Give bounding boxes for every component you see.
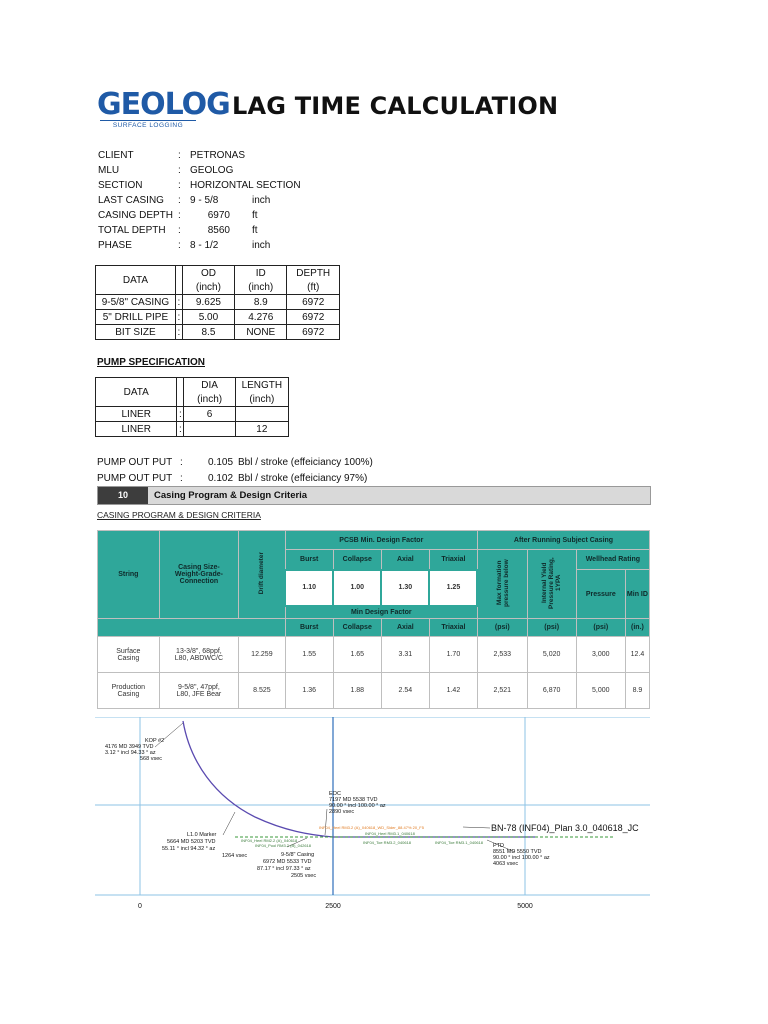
- info-colon: :: [178, 180, 181, 191]
- pump-output-desc: Bbl / stroke (effeiciancy 100%): [238, 457, 373, 468]
- min-design-factor-label: Min Design Factor: [285, 606, 477, 619]
- dims-header-spacer: [175, 266, 182, 295]
- l10-line: 1264 vsec: [222, 853, 248, 859]
- pump-output-colon: :: [180, 457, 183, 468]
- pump-cell-length: 12: [235, 422, 288, 437]
- eoc-line: 90.00 ° incl 100.00 ° az: [329, 803, 386, 809]
- target-label: INF04_Toe RM3.1_040618: [435, 840, 484, 845]
- unit-in: (in.): [625, 619, 649, 637]
- page-title: LAG TIME CALCULATION: [232, 92, 559, 120]
- logo-subtitle: SURFACE LOGGING: [100, 120, 196, 129]
- info-list: [98, 148, 301, 253]
- casing-line: 9-5/8" Casing: [281, 852, 315, 858]
- iyp-label: Internal Yield Pressure Rating, 1YPA: [541, 557, 563, 609]
- section-number: 10: [98, 487, 148, 504]
- unit-collapse: Collapse: [333, 619, 381, 637]
- dims-cell-name: 5" DRILL PIPE: [96, 310, 176, 325]
- info-value: 8560: [207, 225, 230, 236]
- logo-word: GEOLOG: [97, 87, 230, 122]
- dims-cell-colon: :: [175, 310, 182, 325]
- info-value: 9 - 5/8: [190, 195, 219, 206]
- casing-header-triaxial: Triaxial: [429, 550, 477, 570]
- table-row: [96, 325, 340, 340]
- unit-axial: Axial: [381, 619, 429, 637]
- dims-header-od: OD: [182, 266, 234, 281]
- info-key: MLU: [98, 165, 120, 176]
- dims-header-id-unit: (inch): [235, 280, 287, 295]
- cell-string: Production Casing: [98, 673, 160, 709]
- pump-output-label: PUMP OUT PUT: [97, 473, 173, 484]
- cell-burst: 1.36: [285, 673, 333, 709]
- well-name: BN-78 (INF04)_Plan 3.0_040618_JC: [491, 823, 639, 833]
- pump-cell-name: LINER: [96, 422, 177, 437]
- pump-cell-colon: :: [177, 407, 184, 422]
- casing-header-pcsb: PCSB Min. Design Factor: [285, 531, 477, 550]
- maxform-label: Max formation pressure below: [495, 559, 510, 607]
- dims-cell-od: 5.00: [182, 310, 234, 325]
- pump-output-row: [97, 455, 373, 471]
- dims-cell-name: 9-5/8" CASING: [96, 295, 176, 310]
- info-value: HORIZONTAL SECTION: [190, 180, 301, 191]
- pump-output-label: PUMP OUT PUT: [97, 457, 173, 468]
- kop-line: 4176 MD 3949 TVD: [105, 744, 154, 750]
- info-unit: ft: [252, 210, 258, 221]
- pump-output-row: [97, 471, 373, 487]
- unit-triaxial: Triaxial: [429, 619, 477, 637]
- info-colon: :: [178, 210, 181, 221]
- dims-header-od-unit: (inch): [182, 280, 234, 295]
- casing-line: 87.17 ° incl 97.33 ° az: [257, 866, 311, 872]
- info-row: [98, 208, 301, 223]
- info-key: CASING DEPTH: [98, 210, 174, 221]
- dims-cell-id: 4.276: [235, 310, 287, 325]
- drift-label: Drift diameter: [258, 552, 266, 595]
- casing-line: 2505 vsec: [291, 873, 317, 879]
- l10-line: 5664 MD 5203 TVD: [167, 839, 216, 845]
- info-row: [98, 163, 301, 178]
- info-value: 6970: [207, 210, 230, 221]
- pump-spec-title: PUMP SPECIFICATION: [97, 357, 205, 368]
- cell-maxform: 2,521: [477, 673, 527, 709]
- l10-line: 55.11 ° incl 94.32 ° az: [162, 846, 216, 852]
- pump-output-list: [97, 455, 373, 487]
- casing-header-drift: [239, 531, 286, 619]
- casing-header-size: Casing Size- Weight-Grade- Connection: [159, 531, 238, 619]
- info-value: PETRONAS: [190, 150, 246, 161]
- plot-background: [95, 717, 650, 913]
- pump-header-spacer: [177, 378, 184, 407]
- unit-burst: Burst: [285, 619, 333, 637]
- info-colon: :: [178, 240, 181, 251]
- eoc-line: 7197 MD 5538 TVD: [329, 797, 378, 803]
- ptd-line: 4063 vsec: [493, 861, 519, 867]
- info-unit: inch: [252, 195, 271, 206]
- info-row: [98, 193, 301, 208]
- dims-cell-name: BIT SIZE: [96, 325, 176, 340]
- info-unit: ft: [252, 225, 258, 236]
- pump-header-dia-unit: (inch): [184, 392, 235, 407]
- target-label: INF04_Toe RM3.2_040618: [363, 840, 412, 845]
- ptd-line: PTD: [493, 843, 504, 849]
- factor-burst: 1.10: [285, 570, 333, 606]
- casing-subtitle: CASING PROGRAM & DESIGN CRITERIA: [97, 510, 261, 520]
- casing-header-minid: Min ID: [625, 570, 649, 619]
- dims-cell-od: 9.625: [182, 295, 234, 310]
- cell-drift: 8.525: [239, 673, 286, 709]
- kop-line: 3.12 ° incl 94.33 ° az: [105, 750, 156, 756]
- dims-cell-depth: 6972: [287, 295, 340, 310]
- kop-line: KOP #2: [145, 738, 165, 744]
- cell-size: 13-3/8", 68ppf, L80, ABDWC/C: [159, 637, 238, 673]
- cell-burst: 1.55: [285, 637, 333, 673]
- info-key: TOTAL DEPTH: [98, 225, 166, 236]
- pump-cell-dia: 6: [184, 407, 235, 422]
- info-value: 8 - 1/2: [190, 240, 219, 251]
- pump-cell-colon: :: [177, 422, 184, 437]
- dims-cell-depth: 6972: [287, 325, 340, 340]
- casing-header-axial: Axial: [381, 550, 429, 570]
- cell-string: Surface Casing: [98, 637, 160, 673]
- pump-output-value: 0.102: [208, 473, 234, 484]
- cell-pressure: 5,000: [576, 673, 625, 709]
- dims-header-depth: DEPTH: [287, 266, 340, 281]
- factor-axial: 1.30: [381, 570, 429, 606]
- table-row: [96, 422, 289, 437]
- unit-psi-pressure: (psi): [576, 619, 625, 637]
- pump-cell-name: LINER: [96, 407, 177, 422]
- kop-line: 568 vsec: [140, 756, 163, 762]
- info-colon: :: [178, 225, 181, 236]
- dims-cell-id: 8.9: [235, 295, 287, 310]
- table-row: [96, 407, 289, 422]
- units-spacer: [98, 619, 286, 637]
- dims-header-data: DATA: [96, 266, 176, 295]
- eoc-line: EOC: [329, 791, 341, 797]
- cell-drift: 12.259: [239, 637, 286, 673]
- cell-maxform: 2,533: [477, 637, 527, 673]
- casing-line: 6972 MD 5533 TVD: [263, 859, 312, 865]
- unit-psi-maxform: (psi): [477, 619, 527, 637]
- cell-triaxial: 1.42: [429, 673, 477, 709]
- dims-header-depth-unit: (ft): [287, 280, 340, 295]
- info-colon: :: [178, 165, 181, 176]
- cell-size: 9-5/8", 47ppf, L80, JFE Bear: [159, 673, 238, 709]
- info-key: SECTION: [98, 180, 143, 191]
- info-key: PHASE: [98, 240, 132, 251]
- dims-cell-depth: 6972: [287, 310, 340, 325]
- info-colon: :: [178, 195, 181, 206]
- section-title: Casing Program & Design Criteria: [154, 490, 308, 501]
- cell-collapse: 1.88: [333, 673, 381, 709]
- casing-header-pressure: Pressure: [576, 570, 625, 619]
- info-unit: inch: [252, 240, 271, 251]
- x-tick-label: 2500: [325, 903, 341, 910]
- casing-header-string: String: [98, 531, 160, 619]
- ptd-line: 8551 MD 5550 TVD: [493, 849, 542, 855]
- dimensions-table: [95, 265, 340, 340]
- info-key: CLIENT: [98, 150, 134, 161]
- dims-cell-id: NONE: [235, 325, 287, 340]
- table-row: [98, 637, 650, 673]
- geolog-logo: [97, 87, 230, 129]
- info-value: GEOLOG: [190, 165, 234, 176]
- table-row: [96, 310, 340, 325]
- pump-header-length-unit: (inch): [235, 392, 288, 407]
- dims-cell-od: 8.5: [182, 325, 234, 340]
- info-row: [98, 148, 301, 163]
- cell-minid: 12.4: [625, 637, 649, 673]
- casing-header-iyp: [527, 550, 576, 619]
- casing-header-after: After Running Subject Casing: [477, 531, 649, 550]
- eoc-line: 2890 vsec: [329, 809, 355, 815]
- l10-line: L1.0 Marker: [187, 832, 217, 838]
- ptd-line: 90.00 ° incl 100.00 ° az: [493, 855, 550, 861]
- unit-psi-iyp: (psi): [527, 619, 576, 637]
- table-row: [96, 295, 340, 310]
- info-key: LAST CASING: [98, 195, 164, 206]
- cell-iyp: 6,870: [527, 673, 576, 709]
- cell-minid: 8.9: [625, 673, 649, 709]
- info-row: [98, 223, 301, 238]
- pump-header-data: DATA: [96, 378, 177, 407]
- pump-output-desc: Bbl / stroke (effeiciancy 97%): [238, 473, 368, 484]
- casing-header-wellhead: Wellhead Rating: [576, 550, 649, 570]
- factor-collapse: 1.00: [333, 570, 381, 606]
- casing-header-burst: Burst: [285, 550, 333, 570]
- casing-header-collapse: Collapse: [333, 550, 381, 570]
- info-colon: :: [178, 150, 181, 161]
- pump-header-length: LENGTH: [235, 378, 288, 393]
- pump-output-colon: :: [180, 473, 183, 484]
- casing-design-table: [97, 530, 650, 709]
- cell-collapse: 1.65: [333, 637, 381, 673]
- table-row: [98, 673, 650, 709]
- info-row: [98, 238, 301, 253]
- pump-output-value: 0.105: [208, 457, 234, 468]
- pump-cell-length: [235, 407, 288, 422]
- factor-triaxial: 1.25: [429, 570, 477, 606]
- cell-axial: 2.54: [381, 673, 429, 709]
- casing-header-maxform: [477, 550, 527, 619]
- target-label: INF04_Heel RM3.1_040618: [365, 831, 415, 836]
- info-row: [98, 178, 301, 193]
- pump-table: [95, 377, 289, 437]
- cell-triaxial: 1.70: [429, 637, 477, 673]
- x-tick-label: 0: [138, 903, 142, 910]
- cell-pressure: 3,000: [576, 637, 625, 673]
- target-label: INF04_Heel RM3.2 (A)_040618_WD_Sider_88.47% 20_F5: [319, 825, 424, 830]
- cell-iyp: 5,020: [527, 637, 576, 673]
- well-trajectory-plot: [95, 717, 650, 913]
- target-label: INF04_Pool RM3.2 (B)_042618: [255, 843, 312, 848]
- target-label: INF04_Heel RM2.2 (A)_040618: [241, 838, 298, 843]
- dims-cell-colon: :: [175, 325, 182, 340]
- cell-axial: 3.31: [381, 637, 429, 673]
- dims-cell-colon: :: [175, 295, 182, 310]
- x-tick-label: 5000: [517, 903, 533, 910]
- pump-cell-dia: [184, 422, 235, 437]
- section-header-bar: [97, 486, 651, 505]
- pump-header-dia: DIA: [184, 378, 235, 393]
- dims-header-id: ID: [235, 266, 287, 281]
